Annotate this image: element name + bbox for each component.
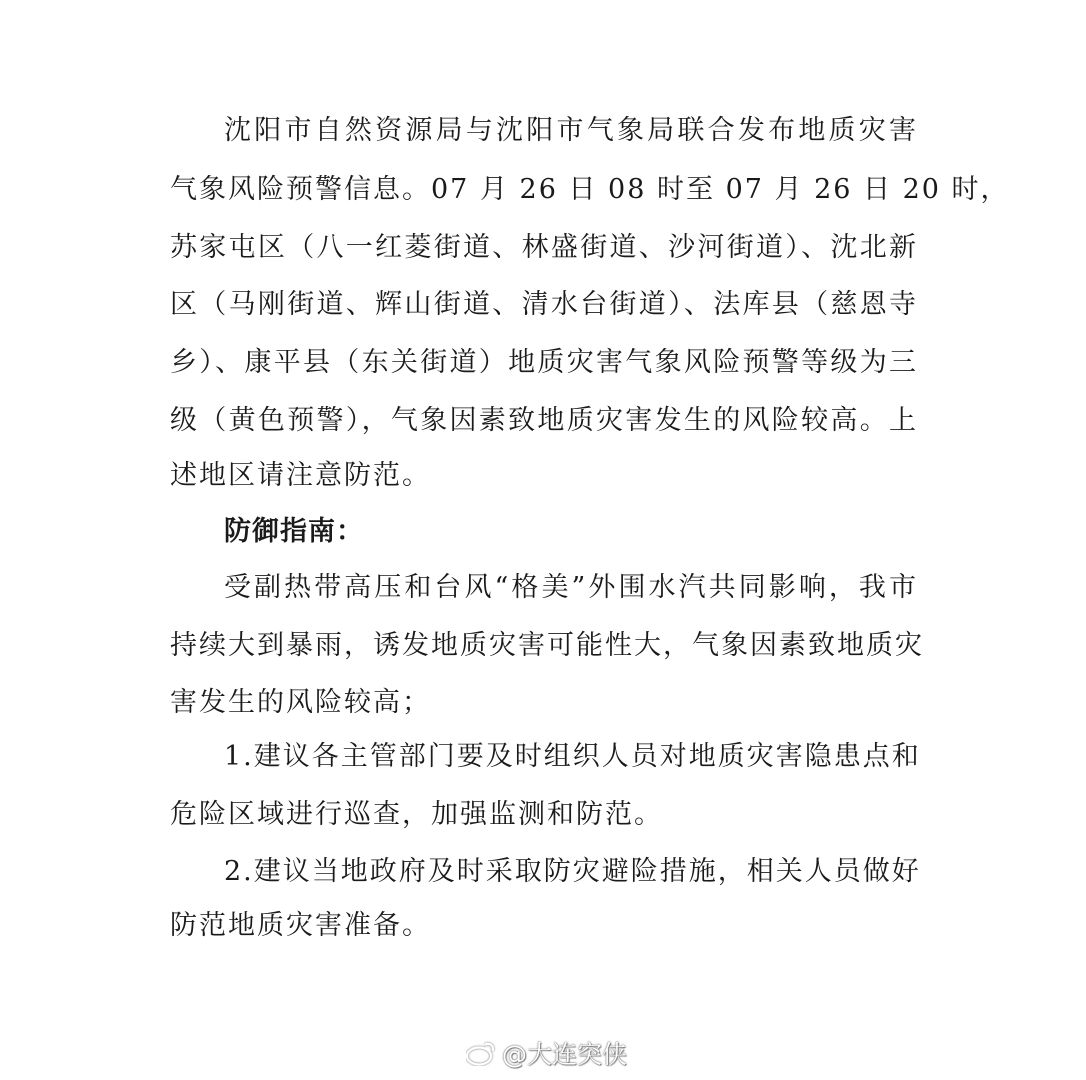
paragraph-line: 持续大到暴雨，诱发地质灾害可能性大，气象因素致地质灾 bbox=[170, 630, 924, 661]
list-item-line: 1.建议各主管部门要及时组织人员对地质灾害隐患点和 bbox=[224, 741, 921, 772]
paragraph-line: 乡）、康平县（东关街道）地质灾害气象风险预警等级为三 bbox=[170, 347, 918, 378]
watermark bbox=[466, 1036, 627, 1070]
weibo-icon bbox=[466, 1040, 496, 1066]
paragraph-line: 气象风险预警信息。07 月 26 日 08 时至 07 月 26 日 20 时， bbox=[170, 174, 1010, 205]
list-item-line: 2.建议当地政府及时采取防灾避险措施，相关人员做好 bbox=[224, 856, 921, 887]
list-item-line: 防范地质灾害准备。 bbox=[170, 910, 431, 941]
section-heading: 防御指南： bbox=[224, 516, 364, 547]
paragraph-line: 沈阳市自然资源局与沈阳市气象局联合发布地质灾害 bbox=[224, 115, 918, 146]
watermark-text: @大连突侠 bbox=[502, 1040, 628, 1069]
paragraph-line: 区（马刚街道、辉山街道、清水台街道）、法库县（慈恩寺 bbox=[170, 289, 918, 320]
list-item-line: 危险区域进行巡查，加强监测和防范。 bbox=[170, 799, 663, 830]
paragraph-line: 述地区请注意防范。 bbox=[170, 460, 431, 491]
paragraph-line: 害发生的风险较高； bbox=[170, 687, 431, 718]
paragraph-line: 苏家屯区（八一红菱街道、林盛街道、沙河街道）、沈北新 bbox=[170, 232, 918, 263]
paragraph-line: 受副热带高压和台风“格美”外围水汽共同影响，我市 bbox=[224, 572, 918, 603]
paragraph-line: 级（黄色预警），气象因素致地质灾害发生的风险较高。上 bbox=[170, 405, 918, 436]
